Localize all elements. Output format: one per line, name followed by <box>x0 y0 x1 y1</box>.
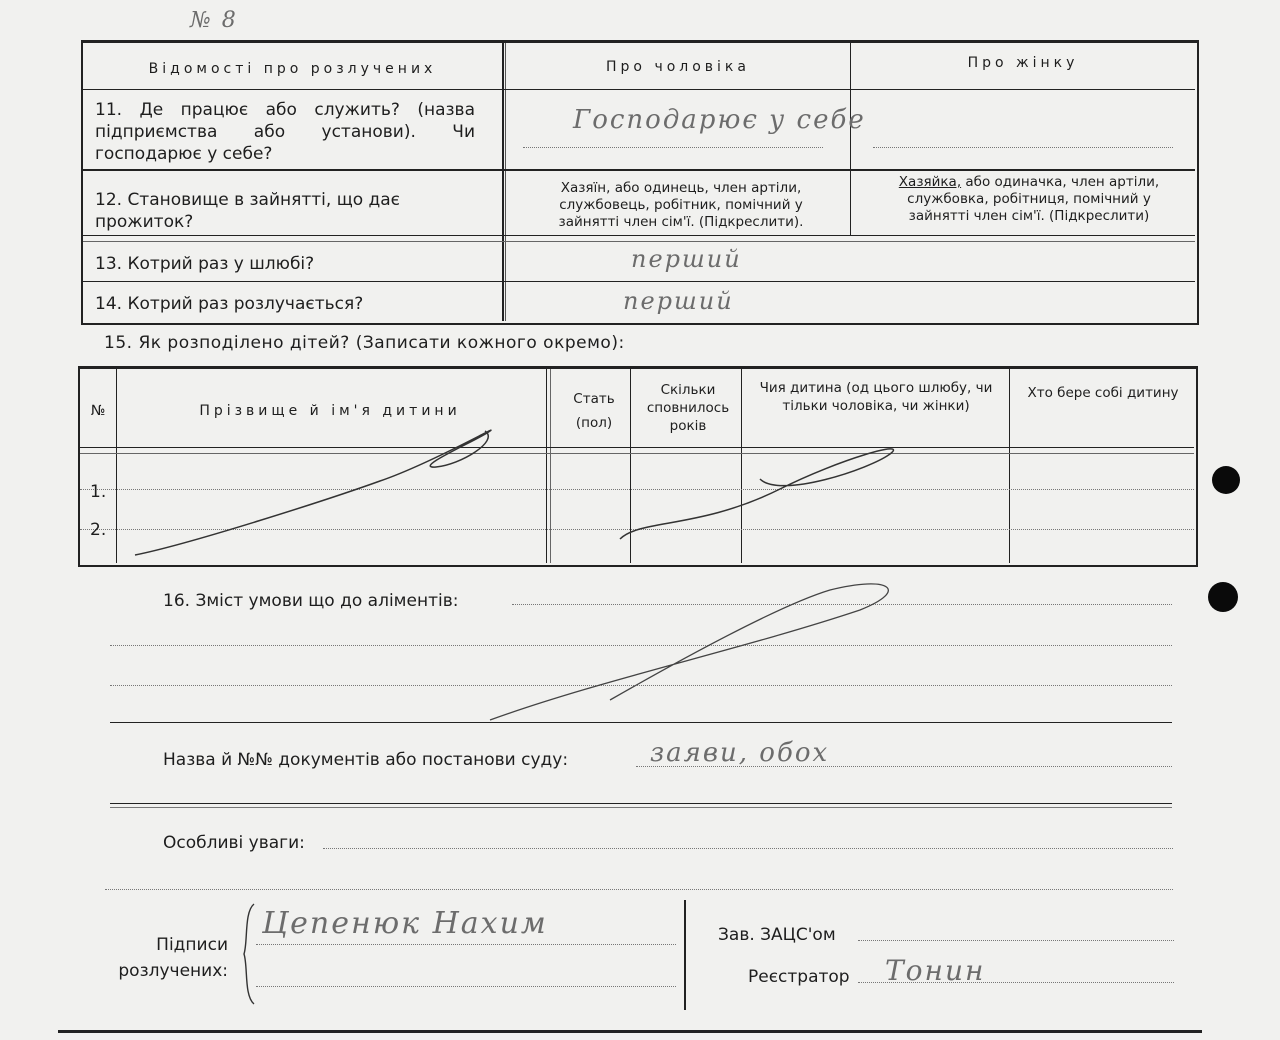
row-12-wife-options <box>879 174 1179 225</box>
col-header-wife: Про жінку <box>967 55 1079 71</box>
row-11-label: 11. Де працює або служить? (назва підприємства або установи). Чи господарює у себе? <box>95 100 475 164</box>
registrar-signature: Тонин <box>885 954 986 987</box>
signature-brace <box>238 902 258 1006</box>
row-14-value: перший <box>623 287 734 315</box>
punch-hole <box>1208 582 1238 612</box>
strike-through-marks <box>80 369 1194 563</box>
header-age: Скільки сповнилось років <box>646 382 730 434</box>
row-14-label: 14. Котрий раз розлучається? <box>95 294 364 314</box>
question-15: 15. Як розподілено дітей? (Записати кожного окремо): <box>104 333 625 353</box>
header-sex: Стать (пол) <box>573 391 615 431</box>
row-12-label: 12. Становище в зайнятті, що дає прожиток? <box>95 190 401 232</box>
wife-options-rest: або одиначка, член артіли, службовка, робітниця, помічний у зайнятті член сім'ї. (Підкреслити) <box>907 174 1160 224</box>
notes-label: Особливі уваги: <box>163 833 305 853</box>
registrar-label: Реєстратор <box>748 967 850 987</box>
wife-underlined-option: Хазяйка, <box>898 174 962 190</box>
divorce-info-table <box>81 40 1199 325</box>
header-child-name: Прізвище й ім'я дитини <box>199 403 461 419</box>
row-13-label: 13. Котрий раз у шлюбі? <box>95 254 315 274</box>
documents-label: Назва й №№ документів або постанови суду: <box>163 750 569 770</box>
row-12-husband-options: Хазяїн, або одинець, член артіли, службовець, робітник, помічний у зайнятті член сім'ї. (Підкреслити). <box>558 180 804 230</box>
documents-value: заяви, обох <box>650 738 830 768</box>
children-table <box>78 366 1198 567</box>
header-number: № <box>90 403 106 419</box>
punch-hole <box>1212 466 1240 494</box>
col-header-husband: Про чоловіка <box>606 59 750 75</box>
row-1-number: 1. <box>90 482 107 502</box>
row-11-husband-value: Господарює у себе <box>573 105 866 135</box>
row-13-value: перший <box>631 245 742 273</box>
zags-head-label: Зав. ЗАЦС'ом <box>718 925 836 945</box>
col-header-info: Відомості про розлучених <box>148 61 437 77</box>
top-mark: № 8 <box>190 8 238 33</box>
header-who-takes: Хто бере собі дитину <box>1027 385 1179 401</box>
divorcees-signature: Цепенюк Нахим <box>262 906 548 941</box>
alimony-strike-mark <box>480 570 920 730</box>
header-whose-child: Чия дитина (од цього шлюбу, чи тільки чоловіка, чи жінки) <box>759 380 993 414</box>
signatures-label: Підписи розлучених: <box>118 935 228 981</box>
question-16-label: 16. Зміст умови що до аліментів: <box>163 591 459 611</box>
row-2-number: 2. <box>90 520 107 540</box>
